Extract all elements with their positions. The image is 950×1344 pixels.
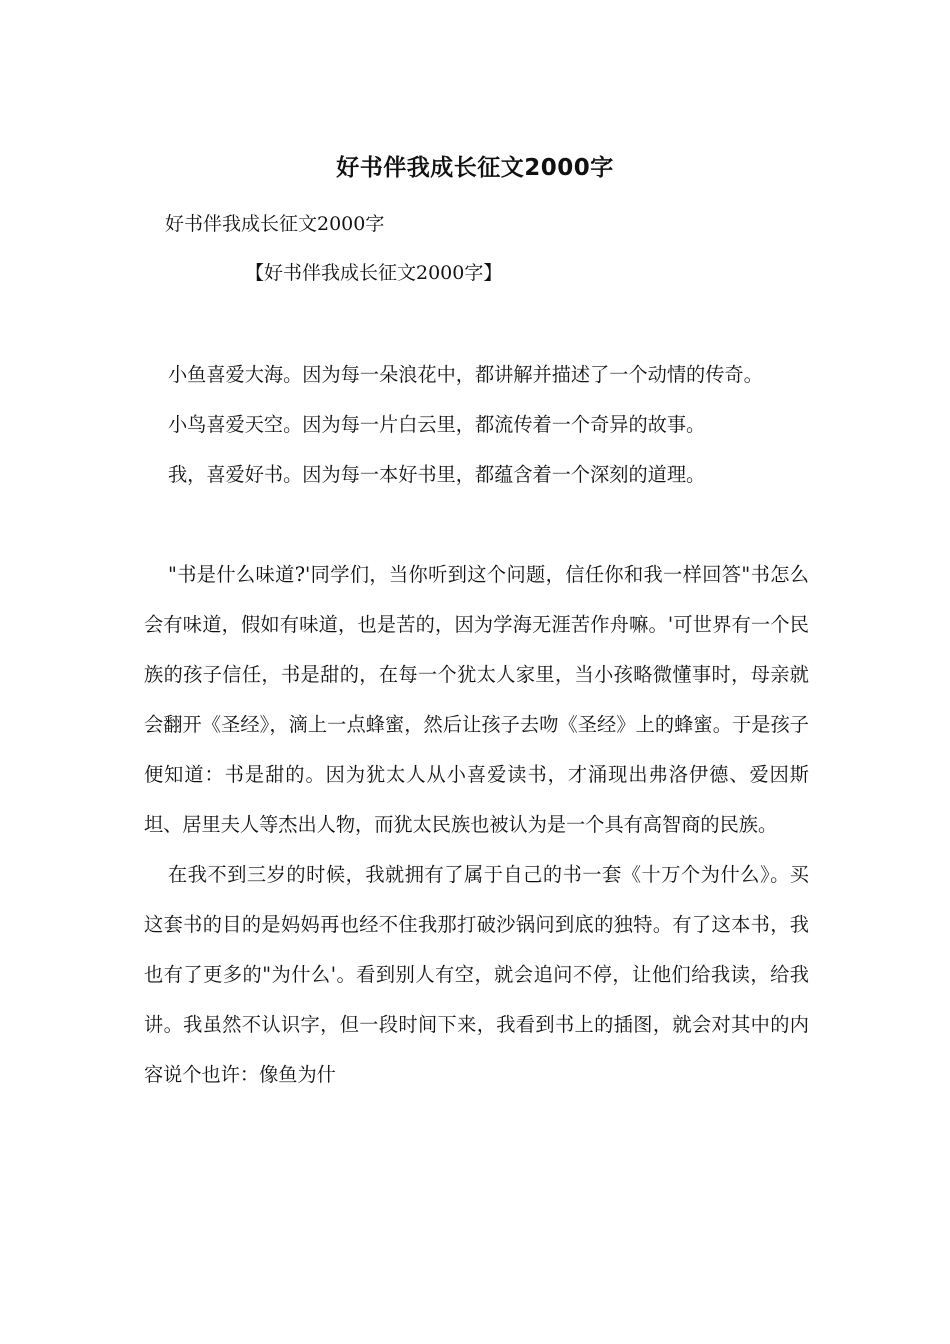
paragraph-childhood: 在我不到三岁的时候，我就拥有了属于自己的书一套《十万个为什么》。买这套书的目的是妈妈再也经不住我那打破沙锅问到底的独特。有了这本书，我也有了更多的"为什么'。看到别人有空，就会追问不停，让他们给我读，给我讲。我虽然不认识字，但一段时间下来，我看到书上的插图，就会对其中的内容说个也许：像鱼为什: [144, 863, 809, 1086]
document-bracket-title: 【好书伴我成长征文2000字】: [245, 262, 503, 284]
paragraph-taste-of-books: "书是什么味道?'同学们，当你听到这个问题，信任你和我一样回答"书怎么会有味道，假如有味道，也是苦的，因为学海无涯苦作舟嘛。'可世界有一个民族的孩子信任，书是甜的，在每一个犹太人家里，当小孩略微懂事时，母亲就会翻开《圣经》，滴上一点蜂蜜，然后让孩子去吻《圣经》上的蜂蜜。于是孩子便知道：书是甜的。因为犹太人从小喜爱读书，才涌现出弗洛伊德、爱因斯坦、居里夫人等杰出人物，而犹太民族也被认为是一个具有高智商的民族。: [144, 563, 809, 836]
paragraph-books: 我，喜爱好书。因为每一本好书里，都蕴含着一个深刻的道理。: [168, 463, 706, 486]
paragraph-bird: 小鸟喜爱天空。因为每一片白云里，都流传着一个奇异的故事。: [168, 413, 706, 436]
document-title: 好书伴我成长征文2000字: [336, 155, 614, 181]
document-subtitle: 好书伴我成长征文2000字: [165, 213, 385, 235]
paragraph-fish: 小鱼喜爱大海。因为每一朵浪花中，都讲解并描述了一个动情的传奇。: [168, 363, 763, 386]
paragraph-gap: [144, 500, 809, 550]
document-body: [144, 350, 809, 1100]
